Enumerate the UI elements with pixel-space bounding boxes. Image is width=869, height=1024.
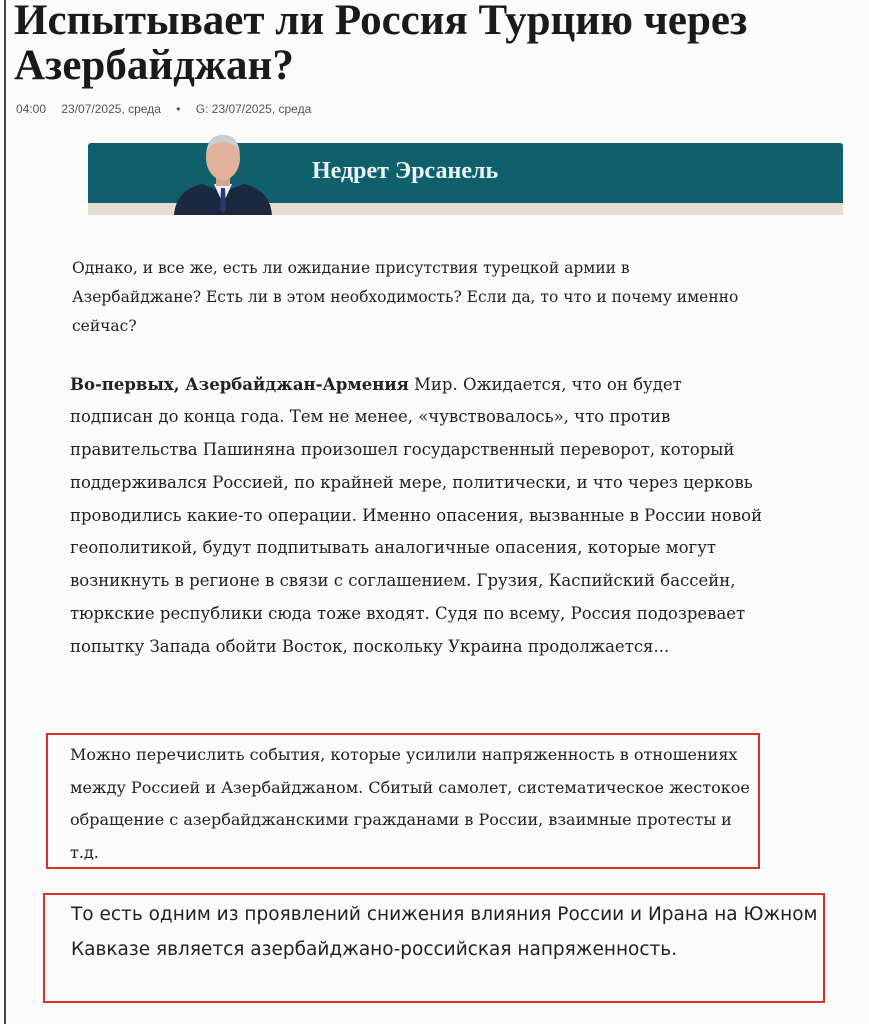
- paragraph-body: Мир. Ожидается, что он будет подписан до конца года. Тем не менее, «чувствовалось», что против правительства Пашиняна произошел государственный переворот, который поддерживался Россией, по крайней мере, политически, и что через церковь проводились какие-то операции. Именно опасения, вызванные в России новой геополитикой, будут подпитывать аналогичные опасения, которые могут возникнуть в регионе в связи с соглашением. Грузия, Каспийский бассейн, тюркские республики сюда тоже входят. Судя по всему, Россия подозревает попытку Запада обойти Восток, поскольку Украина продолжается...: [70, 374, 763, 656]
- publish-time: 04:00: [16, 102, 47, 116]
- paragraph-main: [70, 369, 770, 664]
- updated-date: G: 23/07/2025, среда: [195, 102, 312, 116]
- article-title: Испытывает ли Россия Турцию через Азербайджан?: [14, 0, 748, 89]
- publish-date: 23/07/2025, среда: [61, 102, 161, 116]
- author-photo: [172, 134, 274, 215]
- author-name: Недрет Эрсанель: [312, 158, 499, 184]
- highlight-box-2: [43, 893, 825, 1003]
- highlight-text-1: Можно перечислить события, которые усилили напряженность в отношениях между Россией и Азербайджаном. Сбитый самолет, систематическое жестокое обращение с азербайджанскими гражданами в России, взаимные протесты и т.д.: [70, 745, 750, 862]
- page-border: [4, 0, 6, 1024]
- paragraph-intro: Однако, и все же, есть ли ожидание присутствия турецкой армии в Азербайджане? Есть ли в этом необходимость? Если да, то что и почему именно сейчас?: [72, 258, 739, 335]
- article-meta: [16, 102, 323, 116]
- paragraph-lead: Во-первых, Азербайджан-Армения: [70, 374, 409, 394]
- highlight-box-1: [46, 733, 760, 869]
- meta-separator: •: [176, 102, 181, 116]
- highlight-text-2: То есть одним из проявлений снижения влияния России и Ирана на Южном Кавказе является азербайджано-российская напряженность.: [71, 904, 818, 960]
